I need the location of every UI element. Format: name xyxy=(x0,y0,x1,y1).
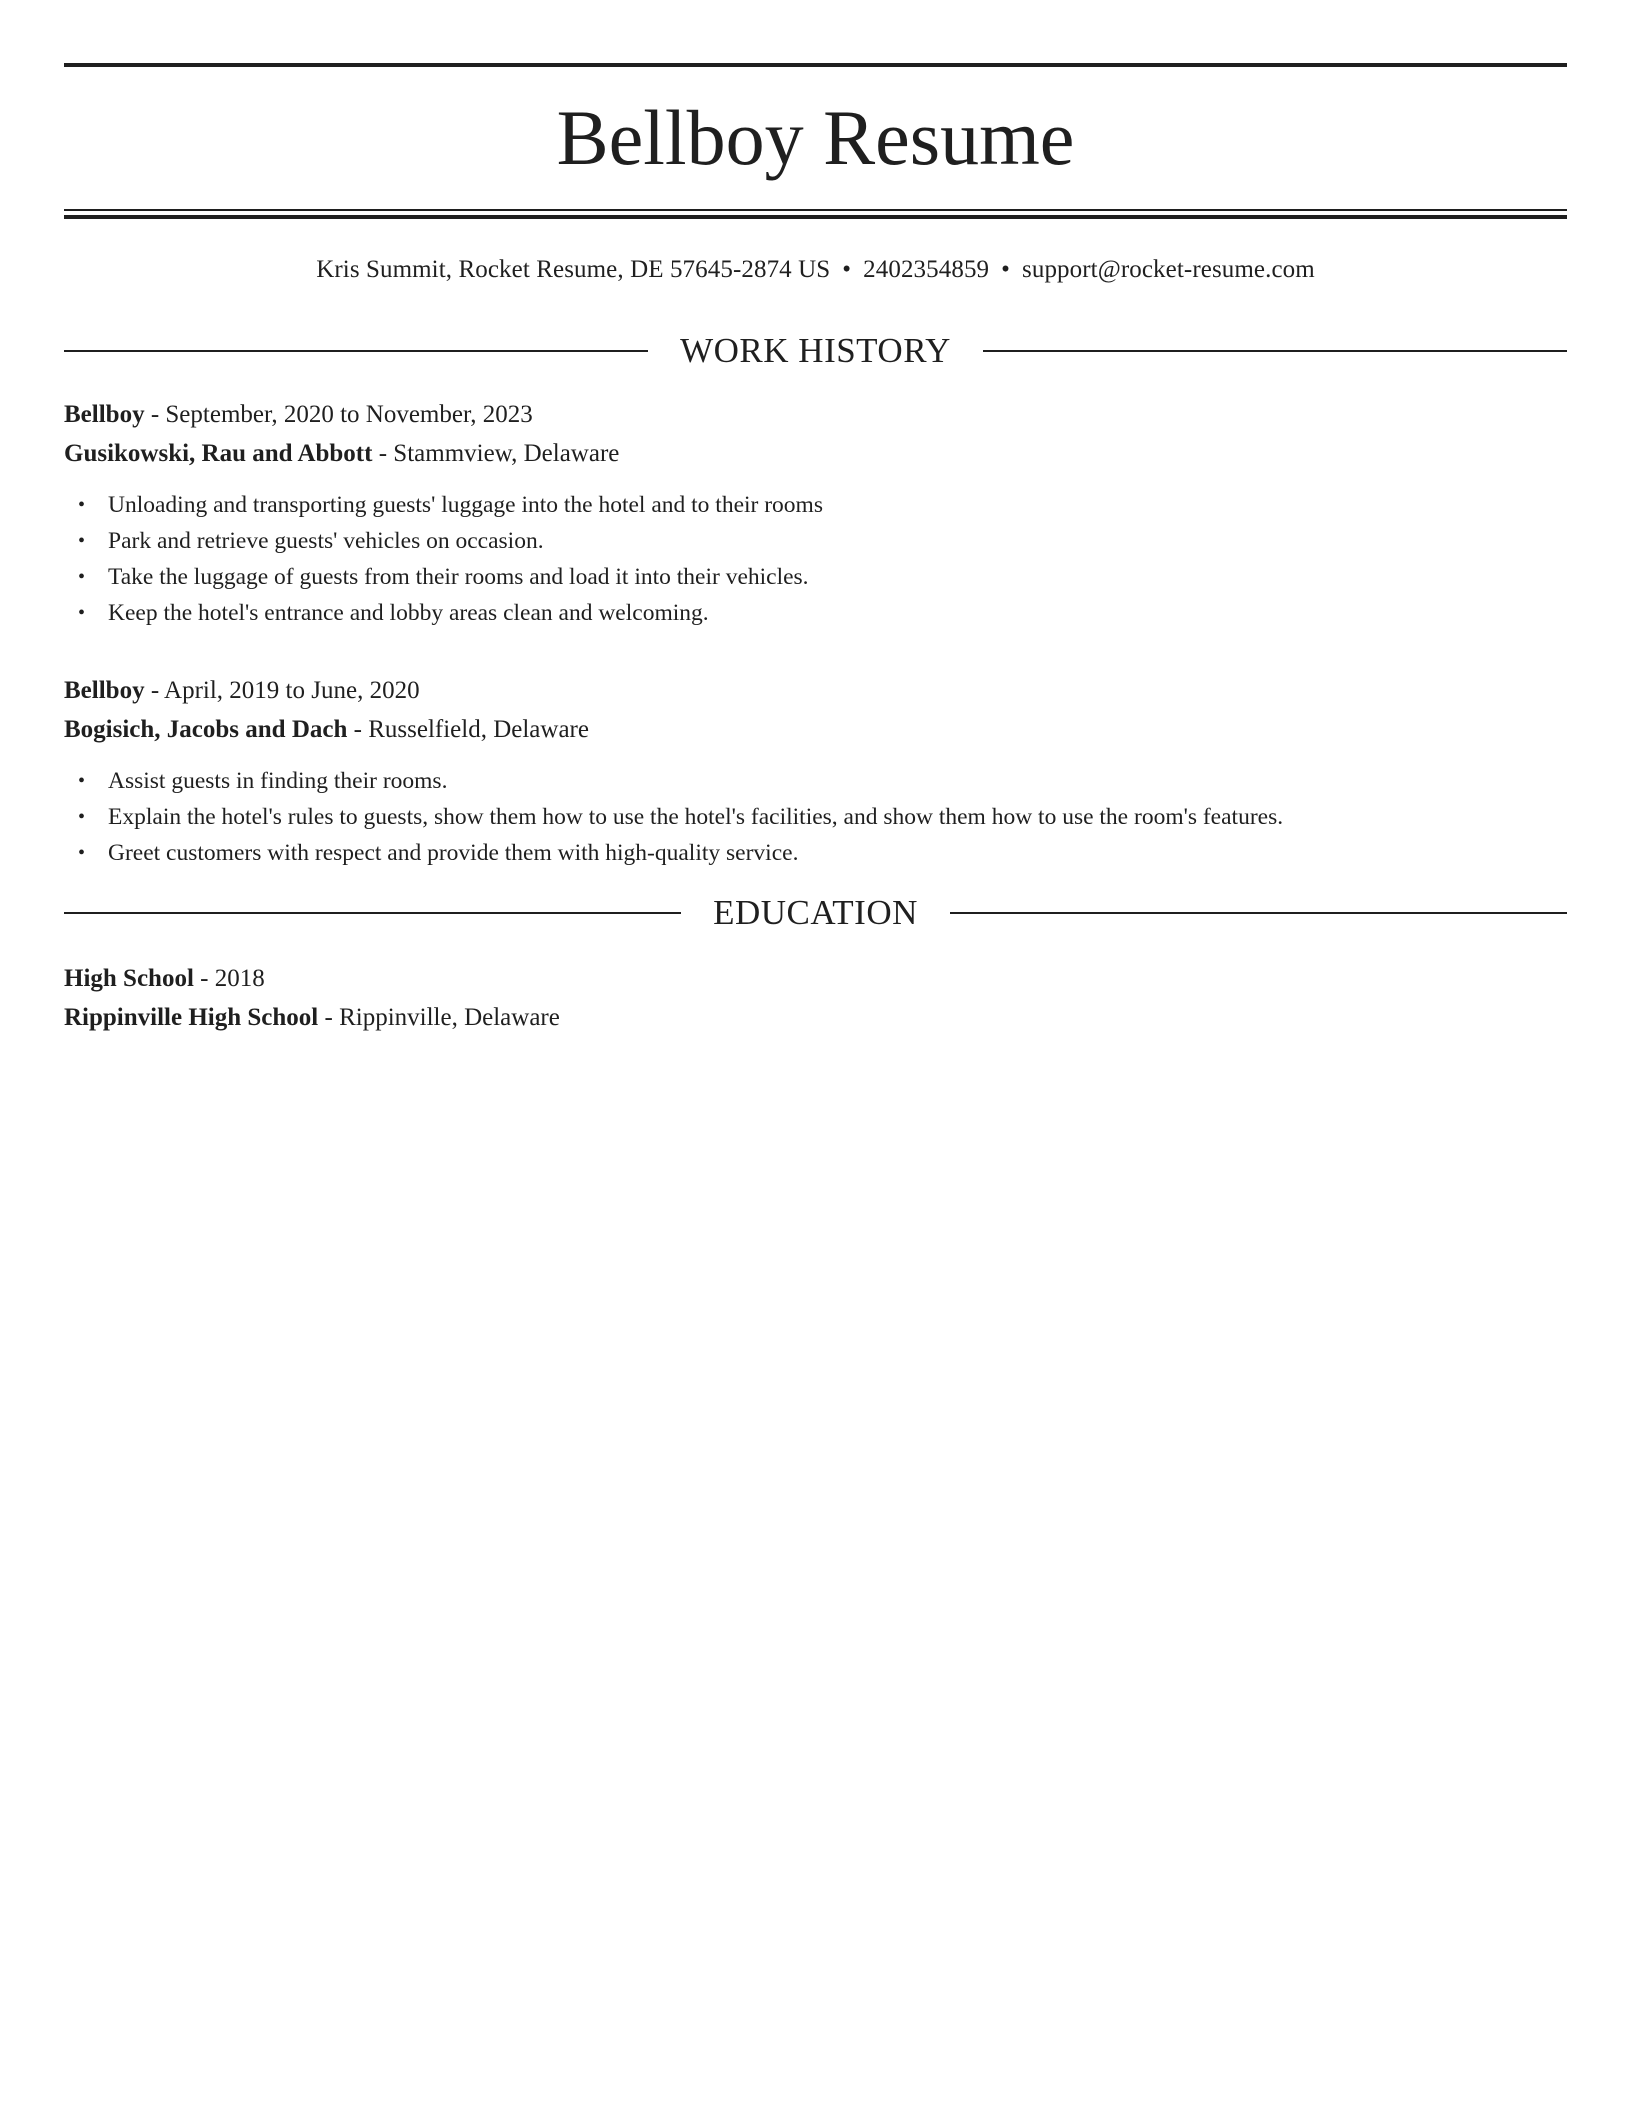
education-school-line xyxy=(64,998,1567,1037)
bullet-icon: • xyxy=(78,770,86,792)
contact-separator: • xyxy=(1001,256,1011,283)
duty-item xyxy=(64,487,1567,523)
education-location: Rippinville, Delaware xyxy=(339,1004,560,1031)
title-double-rule xyxy=(64,209,1567,219)
work-history-heading xyxy=(64,331,1567,371)
job-title: Bellboy xyxy=(64,401,145,428)
duty-text: Keep the hotel's entrance and lobby areas clean and welcoming. xyxy=(108,600,709,626)
education-year: 2018 xyxy=(214,965,265,992)
duty-item xyxy=(64,559,1567,595)
job-entry xyxy=(64,395,1567,631)
bullet-icon: • xyxy=(78,566,86,588)
job-dates: September, 2020 to November, 2023 xyxy=(165,401,533,428)
duty-item xyxy=(64,523,1567,559)
heading-rule-left xyxy=(64,912,681,914)
bullet-icon: • xyxy=(78,602,86,624)
contact-email: support@rocket-resume.com xyxy=(1022,256,1315,283)
duty-item xyxy=(64,835,1567,871)
job-location: Stammview, Delaware xyxy=(393,440,620,467)
bullet-icon: • xyxy=(78,494,86,516)
job-title: Bellboy xyxy=(64,677,145,704)
job-title-line xyxy=(64,395,1567,434)
job-entry xyxy=(64,671,1567,871)
resume-title: Bellboy Resume xyxy=(556,94,1075,181)
section-title: EDUCATION xyxy=(713,893,918,932)
section-title: WORK HISTORY xyxy=(680,331,951,370)
dash: - xyxy=(150,677,160,704)
dash: - xyxy=(150,401,160,428)
bullet-icon: • xyxy=(78,842,86,864)
dash: - xyxy=(200,965,209,992)
contact-line xyxy=(64,255,1567,285)
resume-content xyxy=(64,63,1567,1037)
contact-separator: • xyxy=(842,256,852,283)
contact-address: Kris Summit, Rocket Resume, DE 57645-2874 US xyxy=(316,256,831,283)
dash: - xyxy=(353,716,362,743)
education-entry xyxy=(64,959,1567,1037)
education-degree-line xyxy=(64,959,1567,998)
duty-list xyxy=(64,487,1567,631)
duty-text: Assist guests in finding their rooms. xyxy=(108,768,448,794)
bullet-icon: • xyxy=(78,806,86,828)
job-title-line xyxy=(64,671,1567,710)
duty-list xyxy=(64,763,1567,871)
duty-text: Park and retrieve guests' vehicles on occasion. xyxy=(108,528,544,554)
duty-item xyxy=(64,763,1567,799)
top-rule xyxy=(64,63,1567,67)
job-employer: Gusikowski, Rau and Abbott xyxy=(64,440,373,467)
job-employer-line xyxy=(64,710,1567,749)
heading-rule-left xyxy=(64,350,648,352)
dash: - xyxy=(324,1004,333,1031)
duty-text: Take the luggage of guests from their rooms and load it into their vehicles. xyxy=(108,564,809,590)
education-heading xyxy=(64,893,1567,933)
job-dates: April, 2019 to June, 2020 xyxy=(164,677,420,704)
bullet-icon: • xyxy=(78,530,86,552)
job-location: Russelfield, Delaware xyxy=(368,716,589,743)
contact-phone: 2402354859 xyxy=(863,256,990,283)
job-employer-line xyxy=(64,434,1567,473)
dash: - xyxy=(378,440,388,467)
education-degree: High School xyxy=(64,965,194,992)
duty-text: Explain the hotel's rules to guests, show them how to use the hotel's facilities, and show them how to use the room's features. xyxy=(108,804,1284,830)
duty-text: Unloading and transporting guests' luggage into the hotel and to their rooms xyxy=(108,492,823,518)
job-employer: Bogisich, Jacobs and Dach xyxy=(64,716,348,743)
heading-rule-right xyxy=(983,350,1567,352)
duty-item xyxy=(64,799,1567,835)
duty-item xyxy=(64,595,1567,631)
heading-rule-right xyxy=(950,912,1567,914)
duty-text: Greet customers with respect and provide them with high-quality service. xyxy=(108,840,799,866)
education-school: Rippinville High School xyxy=(64,1004,319,1031)
